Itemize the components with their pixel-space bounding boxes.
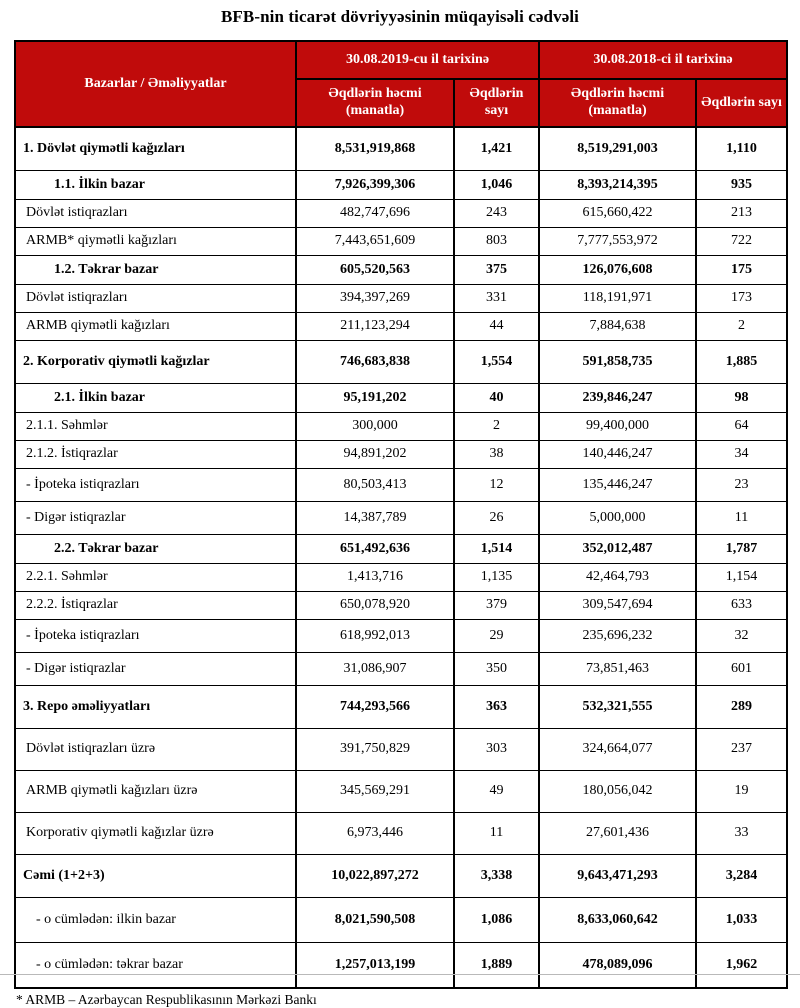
deal-volume-cell: 615,660,422 [539, 200, 696, 228]
deal-volume-cell: 8,531,919,868 [296, 127, 454, 171]
deal-volume-cell: 14,387,789 [296, 502, 454, 535]
table-row [15, 413, 787, 441]
deal-volume-cell: 7,443,651,609 [296, 228, 454, 256]
deal-volume-cell: 42,464,793 [539, 564, 696, 592]
deal-volume-cell: 6,973,446 [296, 813, 454, 855]
deal-count-cell: 601 [696, 653, 787, 686]
deal-count-cell: 49 [454, 771, 539, 813]
deal-count-cell: 11 [454, 813, 539, 855]
subheader-volume-2018: Əqdlərin həcmi (manatla) [539, 79, 696, 127]
deal-volume-cell: 1,413,716 [296, 564, 454, 592]
deal-volume-cell: 27,601,436 [539, 813, 696, 855]
subheader-volume-2019: Əqdlərin həcmi (manatla) [296, 79, 454, 127]
table-row [15, 686, 787, 729]
subheader-count-2018: Əqdlərin sayı [696, 79, 787, 127]
row-label: - o cümlədən: təkrar bazar [15, 943, 296, 989]
table-row [15, 384, 787, 413]
deal-count-cell: 12 [454, 469, 539, 502]
corner-header-cell: Bazarlar / Əməliyyatlar [15, 41, 296, 127]
deal-count-cell: 1,421 [454, 127, 539, 171]
deal-count-cell: 1,889 [454, 943, 539, 989]
deal-count-cell: 173 [696, 285, 787, 313]
row-label: - İpoteka istiqrazları [15, 469, 296, 502]
table-row [15, 771, 787, 813]
row-label: Dövlət istiqrazları [15, 285, 296, 313]
deal-volume-cell: 7,884,638 [539, 313, 696, 341]
table-row [15, 171, 787, 200]
table-row [15, 341, 787, 384]
table-row [15, 469, 787, 502]
deal-count-cell: 1,885 [696, 341, 787, 384]
row-label: 1.1. İlkin bazar [15, 171, 296, 200]
deal-volume-cell: 31,086,907 [296, 653, 454, 686]
table-row [15, 256, 787, 285]
deal-count-cell: 11 [696, 502, 787, 535]
deal-volume-cell: 5,000,000 [539, 502, 696, 535]
deal-volume-cell: 135,446,247 [539, 469, 696, 502]
table-row [15, 200, 787, 228]
comparison-table [14, 40, 788, 989]
deal-volume-cell: 8,633,060,642 [539, 898, 696, 943]
row-label: - Digər istiqrazlar [15, 653, 296, 686]
table-row [15, 592, 787, 620]
row-label: 2.1.2. İstiqrazlar [15, 441, 296, 469]
table-row [15, 535, 787, 564]
deal-count-cell: 98 [696, 384, 787, 413]
deal-volume-cell: 1,257,013,199 [296, 943, 454, 989]
deal-count-cell: 1,787 [696, 535, 787, 564]
deal-count-cell: 64 [696, 413, 787, 441]
table-row [15, 943, 787, 989]
deal-count-cell: 213 [696, 200, 787, 228]
deal-volume-cell: 118,191,971 [539, 285, 696, 313]
deal-count-cell: 363 [454, 686, 539, 729]
deal-count-cell: 32 [696, 620, 787, 653]
row-label: - Digər istiqrazlar [15, 502, 296, 535]
deal-count-cell: 303 [454, 729, 539, 771]
deal-count-cell: 38 [454, 441, 539, 469]
deal-count-cell: 40 [454, 384, 539, 413]
deal-volume-cell: 482,747,696 [296, 200, 454, 228]
deal-count-cell: 350 [454, 653, 539, 686]
deal-volume-cell: 352,012,487 [539, 535, 696, 564]
deal-volume-cell: 746,683,838 [296, 341, 454, 384]
deal-volume-cell: 180,056,042 [539, 771, 696, 813]
deal-volume-cell: 211,123,294 [296, 313, 454, 341]
deal-count-cell: 633 [696, 592, 787, 620]
deal-volume-cell: 7,926,399,306 [296, 171, 454, 200]
row-label: 2.2.2. İstiqrazlar [15, 592, 296, 620]
footnote: * ARMB – Azərbaycan Respublikasının Mərkəzi Bankı [16, 992, 317, 1007]
deal-volume-cell: 345,569,291 [296, 771, 454, 813]
row-label: Korporativ qiymətli kağızlar üzrə [15, 813, 296, 855]
deal-volume-cell: 94,891,202 [296, 441, 454, 469]
table-row [15, 653, 787, 686]
deal-volume-cell: 80,503,413 [296, 469, 454, 502]
table-row [15, 855, 787, 898]
row-label: 1. Dövlət qiymətli kağızları [15, 127, 296, 171]
deal-count-cell: 289 [696, 686, 787, 729]
row-label: Cəmi (1+2+3) [15, 855, 296, 898]
deal-count-cell: 1,554 [454, 341, 539, 384]
row-label: ARMB* qiymətli kağızları [15, 228, 296, 256]
header-group-row [15, 41, 787, 79]
deal-volume-cell: 8,393,214,395 [539, 171, 696, 200]
deal-volume-cell: 650,078,920 [296, 592, 454, 620]
deal-volume-cell: 744,293,566 [296, 686, 454, 729]
deal-volume-cell: 95,191,202 [296, 384, 454, 413]
deal-volume-cell: 532,321,555 [539, 686, 696, 729]
table-row [15, 729, 787, 771]
col-group-2019: 30.08.2019-cu il tarixinə [296, 41, 539, 79]
deal-count-cell: 34 [696, 441, 787, 469]
page-bottom-rule [0, 974, 800, 975]
deal-volume-cell: 7,777,553,972 [539, 228, 696, 256]
deal-volume-cell: 239,846,247 [539, 384, 696, 413]
table-row [15, 564, 787, 592]
deal-volume-cell: 394,397,269 [296, 285, 454, 313]
deal-count-cell: 44 [454, 313, 539, 341]
deal-volume-cell: 140,446,247 [539, 441, 696, 469]
table-row [15, 285, 787, 313]
deal-count-cell: 1,110 [696, 127, 787, 171]
deal-volume-cell: 309,547,694 [539, 592, 696, 620]
deal-count-cell: 935 [696, 171, 787, 200]
deal-count-cell: 26 [454, 502, 539, 535]
row-label: 2. Korporativ qiymətli kağızlar [15, 341, 296, 384]
deal-volume-cell: 591,858,735 [539, 341, 696, 384]
row-label: 3. Repo əməliyyatları [15, 686, 296, 729]
row-label: Dövlət istiqrazları üzrə [15, 729, 296, 771]
row-label: - İpoteka istiqrazları [15, 620, 296, 653]
deal-volume-cell: 235,696,232 [539, 620, 696, 653]
deal-volume-cell: 8,519,291,003 [539, 127, 696, 171]
deal-count-cell: 237 [696, 729, 787, 771]
table-body [15, 127, 787, 988]
deal-count-cell: 1,033 [696, 898, 787, 943]
deal-count-cell: 1,514 [454, 535, 539, 564]
deal-count-cell: 3,284 [696, 855, 787, 898]
deal-volume-cell: 324,664,077 [539, 729, 696, 771]
deal-count-cell: 379 [454, 592, 539, 620]
deal-count-cell: 1,962 [696, 943, 787, 989]
table-row [15, 441, 787, 469]
row-label: 2.1.1. Səhmlər [15, 413, 296, 441]
deal-count-cell: 1,046 [454, 171, 539, 200]
col-group-2018: 30.08.2018-ci il tarixinə [539, 41, 787, 79]
deal-volume-cell: 605,520,563 [296, 256, 454, 285]
row-label: 2.1. İlkin bazar [15, 384, 296, 413]
row-label: - o cümlədən: ilkin bazar [15, 898, 296, 943]
deal-volume-cell: 300,000 [296, 413, 454, 441]
row-label: 2.2. Təkrar bazar [15, 535, 296, 564]
deal-volume-cell: 8,021,590,508 [296, 898, 454, 943]
row-label: ARMB qiymətli kağızları üzrə [15, 771, 296, 813]
deal-count-cell: 243 [454, 200, 539, 228]
table-row [15, 813, 787, 855]
deal-volume-cell: 10,022,897,272 [296, 855, 454, 898]
table-row [15, 620, 787, 653]
deal-count-cell: 375 [454, 256, 539, 285]
deal-count-cell: 2 [454, 413, 539, 441]
table-row [15, 313, 787, 341]
deal-count-cell: 175 [696, 256, 787, 285]
deal-volume-cell: 126,076,608 [539, 256, 696, 285]
deal-count-cell: 331 [454, 285, 539, 313]
deal-count-cell: 23 [696, 469, 787, 502]
deal-count-cell: 3,338 [454, 855, 539, 898]
deal-count-cell: 2 [696, 313, 787, 341]
deal-volume-cell: 391,750,829 [296, 729, 454, 771]
deal-volume-cell: 9,643,471,293 [539, 855, 696, 898]
deal-count-cell: 803 [454, 228, 539, 256]
row-label: 2.2.1. Səhmlər [15, 564, 296, 592]
deal-count-cell: 1,154 [696, 564, 787, 592]
table-row [15, 228, 787, 256]
deal-count-cell: 1,135 [454, 564, 539, 592]
deal-volume-cell: 651,492,636 [296, 535, 454, 564]
deal-count-cell: 19 [696, 771, 787, 813]
table-row [15, 127, 787, 171]
table-row [15, 898, 787, 943]
subheader-count-2019: Əqdlərin sayı [454, 79, 539, 127]
table-header [15, 41, 787, 127]
deal-count-cell: 33 [696, 813, 787, 855]
deal-count-cell: 29 [454, 620, 539, 653]
row-label: 1.2. Təkrar bazar [15, 256, 296, 285]
deal-volume-cell: 73,851,463 [539, 653, 696, 686]
deal-volume-cell: 99,400,000 [539, 413, 696, 441]
table-row [15, 502, 787, 535]
deal-volume-cell: 618,992,013 [296, 620, 454, 653]
page-title: BFB-nin ticarət dövriyyəsinin müqayisəli cədvəli [220, 7, 579, 26]
deal-count-cell: 722 [696, 228, 787, 256]
deal-volume-cell: 478,089,096 [539, 943, 696, 989]
row-label: ARMB qiymətli kağızları [15, 313, 296, 341]
deal-count-cell: 1,086 [454, 898, 539, 943]
row-label: Dövlət istiqrazları [15, 200, 296, 228]
